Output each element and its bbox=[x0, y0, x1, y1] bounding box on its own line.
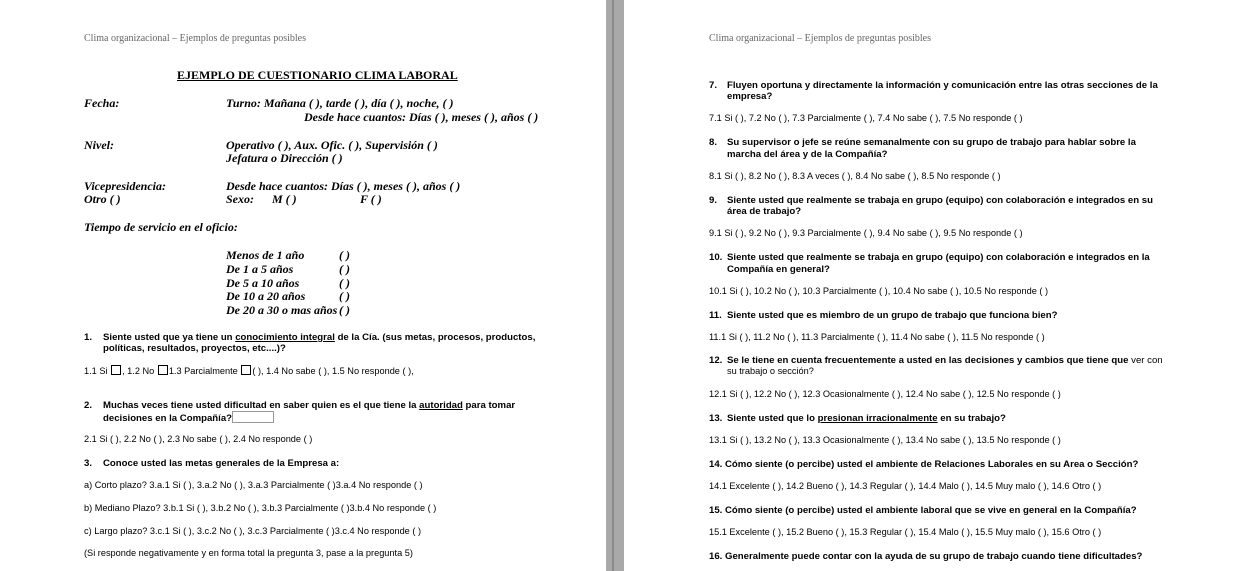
question-2-number: 2. bbox=[84, 400, 93, 411]
question-9-number: 9. bbox=[709, 195, 718, 206]
question-11-answers: 11.1 Si ( ), 11.2 No ( ), 11.3 Parcialmente ( ), 11.4 No sabe ( ), 11.5 No responde ( ) bbox=[709, 332, 1045, 342]
document-page-right bbox=[624, 0, 1239, 571]
question-8-text: Su supervisor o jefe se reúne semanalmente con su grupo de trabajo para hablar sobre la bbox=[727, 137, 1136, 148]
question-11-text: Siente usted que es miembro de un grupo de trabajo que funciona bien? bbox=[727, 310, 1058, 321]
question-12-text-line2: su trabajo o sección? bbox=[727, 366, 814, 376]
question-15-answers: 15.1 Excelente ( ), 15.2 Bueno ( ), 15.3 Regular ( ), 15.4 Malo ( ), 15.5 Muy malo ( ), 15.6 Otro ( ) bbox=[709, 527, 1102, 537]
tiempo-option: Menos de 1 año bbox=[226, 248, 305, 262]
question-3-number: 3. bbox=[84, 458, 93, 469]
question-10-answers: 10.1 Si ( ), 10.2 No ( ), 10.3 Parcialmente ( ), 10.4 No sabe ( ), 10.5 No responde ( ) bbox=[709, 286, 1049, 296]
question-13-answers: 13.1 Si ( ), 13.2 No ( ), 13.3 Ocasionalmente ( ), 13.4 No sabe ( ), 13.5 No responde ( ) bbox=[709, 435, 1061, 445]
nivel-options-2: Jefatura o Dirección ( ) bbox=[226, 151, 343, 165]
tiempo-paren: ( ) bbox=[339, 248, 350, 262]
tiempo-paren: ( ) bbox=[339, 303, 350, 317]
question-11-number: 11. bbox=[709, 310, 722, 321]
checkbox-si[interactable] bbox=[111, 365, 121, 375]
question-3-note: (Si responde negativamente y en forma total la pregunta 3, pase a la pregunta 5) bbox=[84, 548, 413, 558]
question-9-answers: 9.1 Si ( ), 9.2 No ( ), 9.3 Parcialmente ( ), 9.4 No sabe ( ), 9.5 No responde ( ) bbox=[709, 228, 1023, 238]
document-title: EJEMPLO DE CUESTIONARIO CLIMA LABORAL bbox=[177, 68, 458, 82]
question-1-text-line2: políticas, resultados, proyectos, etc....)? bbox=[103, 343, 286, 354]
sexo-f-option: F ( ) bbox=[360, 192, 382, 206]
page-shadow bbox=[612, 0, 614, 571]
question-3-text: Conoce usted las metas generales de la Empresa a: bbox=[103, 458, 340, 469]
question-14-text: 14. Cómo siente (o percibe) usted el ambiente de Relaciones Laborales en su Area o Sección? bbox=[709, 459, 1139, 470]
checkbox-parcialmente[interactable] bbox=[241, 365, 251, 375]
page-header: Clima organizacional – Ejemplos de preguntas posibles bbox=[709, 33, 931, 44]
question-7-number: 7. bbox=[709, 80, 718, 91]
question-9-text: Siente usted que realmente se trabaja en grupo (equipo) con colaboración e integrados en su bbox=[727, 195, 1153, 206]
question-7-answers: 7.1 Si ( ), 7.2 No ( ), 7.3 Parcialmente ( ), 7.4 No sabe ( ), 7.5 No responde ( ) bbox=[709, 113, 1023, 123]
tiempo-option: De 20 a 30 o mas años bbox=[226, 303, 338, 317]
question-14-answers: 14.1 Excelente ( ), 14.2 Bueno ( ), 14.3 Regular ( ), 14.4 Malo ( ), 14.5 Muy malo ( ), 14.6 Otro ( ) bbox=[709, 481, 1102, 491]
desde-options-2: Desde hace cuantos: Días ( ), meses ( ), años ( ) bbox=[226, 179, 461, 193]
checkbox-no[interactable] bbox=[158, 365, 168, 375]
question-12-answers: 12.1 Si ( ), 12.2 No ( ), 12.3 Ocasionalmente ( ), 12.4 No sabe ( ), 12.5 No responde ( ) bbox=[709, 389, 1061, 399]
tiempo-option: De 10 a 20 años bbox=[226, 289, 306, 303]
otro-label: Otro ( ) bbox=[84, 192, 121, 206]
question-8-number: 8. bbox=[709, 137, 718, 148]
question-16-text: 16. Generalmente puede contar con la ayuda de su grupo de trabajo cuando tiene dificultades? bbox=[709, 551, 1143, 562]
nivel-options: Operativo ( ), Aux. Ofic. ( ), Supervisión ( ) bbox=[226, 138, 438, 152]
question-10-text: Siente usted que realmente se trabaja en grupo (equipo) con colaboración e integrados en la bbox=[727, 252, 1150, 263]
page-header: Clima organizacional – Ejemplos de preguntas posibles bbox=[84, 33, 306, 44]
tiempo-paren: ( ) bbox=[339, 262, 350, 276]
fecha-label: Fecha: bbox=[84, 96, 120, 110]
question-3b-answers: b) Mediano Plazo? 3.b.1 Si ( ), 3.b.2 No ( ), 3.b.3 Parcialmente ( )3.b.4 No responde ( ) bbox=[84, 503, 437, 513]
tiempo-option: De 5 a 10 años bbox=[226, 276, 300, 290]
tiempo-option: De 1 a 5 años bbox=[226, 262, 294, 276]
text-field[interactable] bbox=[232, 411, 274, 423]
question-13-text: Siente usted que lo presionan irracionalmente en su trabajo? bbox=[727, 413, 1006, 424]
sexo-label: Sexo: bbox=[226, 192, 254, 206]
question-8-text-line2: marcha del área y de la Compañía? bbox=[727, 149, 888, 160]
page-gap bbox=[606, 0, 624, 571]
document-page-left bbox=[0, 0, 606, 571]
question-7-text-line2: empresa? bbox=[727, 91, 773, 102]
question-10-number: 10. bbox=[709, 252, 723, 263]
question-10-text-line2: Compañía en general? bbox=[727, 264, 830, 275]
conocimiento-integral-link: conocimiento integral bbox=[235, 332, 335, 343]
tiempo-paren: ( ) bbox=[339, 276, 350, 290]
question-12-number: 12. bbox=[709, 355, 723, 366]
presionan-link: presionan irracionalmente bbox=[817, 413, 938, 424]
question-3c-answers: c) Largo plazo? 3.c.1 Si ( ), 3.c.2 No ( ), 3.c.3 Parcialmente ( )3.c.4 No responde ( ) bbox=[84, 526, 422, 536]
question-1-text: Siente usted que ya tiene un conocimiento integral de la Cía. (sus metas, procesos, productos, bbox=[103, 332, 536, 343]
question-2-text-line2: decisiones en la Compañía? bbox=[103, 411, 274, 424]
question-2-text: Muchas veces tiene usted dificultad en saber quien es el que tiene la autoridad para tomar bbox=[103, 400, 516, 411]
tiempo-paren: ( ) bbox=[339, 289, 350, 303]
question-7-text: Fluyen oportuna y directamente la información y comunicación entre las otras secciones de la bbox=[727, 80, 1158, 91]
question-13-number: 13. bbox=[709, 413, 723, 424]
question-2-answers: 2.1 Si ( ), 2.2 No ( ), 2.3 No sabe ( ), 2.4 No responde ( ) bbox=[84, 434, 313, 444]
nivel-label: Nivel: bbox=[84, 138, 114, 152]
question-3a-answers: a) Corto plazo? 3.a.1 Si ( ), 3.a.2 No ( ), 3.a.3 Parcialmente ( )3.a.4 No responde ( ) bbox=[84, 480, 423, 490]
autoridad-link: autoridad bbox=[419, 400, 463, 411]
desde-options-1: Desde hace cuantos: Días ( ), meses ( ), años ( ) bbox=[304, 110, 539, 124]
question-8-answers: 8.1 Si ( ), 8.2 No ( ), 8.3 A veces ( ), 8.4 No sabe ( ), 8.5 No responde ( ) bbox=[709, 171, 1001, 181]
vicepresidencia-label: Vicepresidencia: bbox=[84, 179, 166, 193]
question-15-text: 15. Cómo siente (o percibe) usted el ambiente laboral que se vive en general en la Compañía? bbox=[709, 505, 1137, 516]
tiempo-label: Tiempo de servicio en el oficio: bbox=[84, 220, 238, 234]
turno-options: Turno: Mañana ( ), tarde ( ), día ( ), noche, ( ) bbox=[226, 96, 454, 110]
question-1-answers: 1.1 Si , 1.2 No 1.3 Parcialmente ( ), 1.4 No sabe ( ), 1.5 No responde ( ), bbox=[84, 366, 414, 376]
question-12-text: Se le tiene en cuenta frecuentemente a usted en las decisiones y cambios que tiene que ver con bbox=[727, 355, 1163, 366]
question-1-number: 1. bbox=[84, 332, 93, 343]
question-9-text-line2: área de trabajo? bbox=[727, 206, 802, 217]
sexo-m-option: M ( ) bbox=[272, 192, 297, 206]
